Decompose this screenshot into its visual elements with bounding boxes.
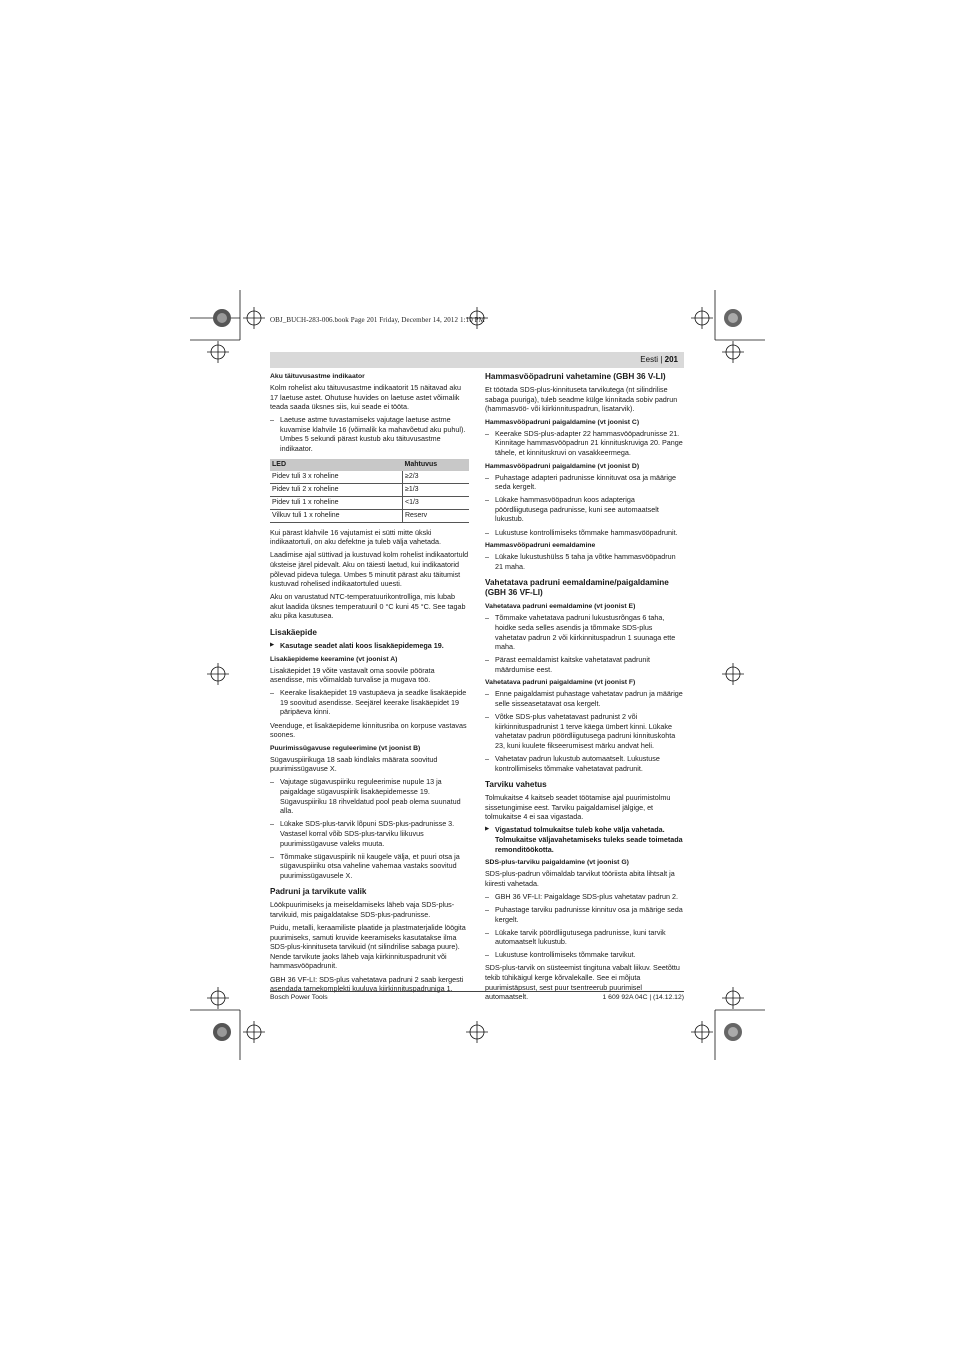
list-item: – Tõmmake sügavuspiirik nii kaugele välja, et puuri otsa ja sügavuspiiriku otsa vaheline vahemaa vastaks soovitud puurimissügavusele X. bbox=[270, 852, 469, 881]
paragraph: Laadimise ajal süttivad ja kustuvad kolm rohelist indikaatortuld üksteise järel pidevalt. Aku on täiesti laetud, kui indikaatorid põlevad pideva tulega. Umbes 5 minutit pärast aku täitumist kustuvad rohelised indikaatortuled uuesti. bbox=[270, 550, 469, 589]
list-item: – Lükake hammasvööpadrun koos adapteriga pöördliigutusega padrunisse, kuni see automaatselt lukustub. bbox=[485, 495, 684, 524]
table-cell: Reserv bbox=[403, 509, 470, 522]
page-header bbox=[270, 352, 684, 368]
heading-battery-indicator: Aku täituvusastme indikaator bbox=[270, 373, 365, 380]
subheading: Hammasvööpadruni paigaldamine (vt joonist D) bbox=[485, 462, 640, 470]
table-header-cell: Mahtuvus bbox=[403, 459, 470, 471]
paragraph: Sügavuspiirikuga 18 saab kindlaks määrata soovitud puurimissügavuse X. bbox=[270, 754, 438, 774]
list-item: – Puhastage adapteri padrunisse kinnituvat osa ja määrige seda kergelt. bbox=[485, 473, 684, 492]
paragraph: Kui pärast klahvile 16 vajutamist ei sütti mitte ükski indikaatortuli, on aku defektne ja tuleb välja vahetada. bbox=[270, 527, 442, 547]
table-cell: <1/3 bbox=[403, 496, 470, 509]
table-cell: Pidev tuli 3 x roheline bbox=[270, 471, 403, 484]
heading-interchangeable-chuck: Vahetatava padruni eemaldamine/paigaldamine (GBH 36 VF-LI) bbox=[485, 578, 669, 598]
warning-item: ▶ Kasutage seadet alati koos lisakäepidemega 19. bbox=[270, 641, 469, 651]
heading-keyed-chuck: Hammasvööpadruni vahetamine (GBH 36 V-LI) bbox=[485, 372, 666, 381]
table-cell: ≥1/3 bbox=[403, 483, 470, 496]
paragraph: Tolmukaitse 4 kaitseb seadet töötamise ajal puurimistolmu sissetungimise eest. Tarviku paigaldamisel jälgige, et tolmukaitse 4 ei saa vigastada. bbox=[485, 793, 671, 822]
table-row bbox=[270, 496, 469, 509]
paragraph: Veenduge, et lisakäepideme kinnitusriba on korpuse vastavas soones. bbox=[270, 720, 467, 740]
list-item: – Vajutage sügavuspiiriku reguleerimise nupule 13 ja paigaldage sügavuspiirik lisakäepidemesse 19. Sügavuspiiriku 18 rihveldatud pool peab olema suunatud alla. bbox=[270, 777, 469, 815]
paragraph: Aku on varustatud NTC-temperatuurikontrolliga, mis lubab akut laadida üksnes temperatuuril 0 °C kuni 45 °C. See tagab aku pika kasutusea. bbox=[270, 592, 466, 621]
paragraph: Löökpuurimiseks ja meiseldamiseks läheb vaja SDS-plus-tarvikuid, mis paigaldatakse SDS-plus-padrunisse. bbox=[270, 900, 455, 919]
list-item: – Enne paigaldamist puhastage vahetatav padrun ja määrige selle sisseasetatavat osa kergelt. bbox=[485, 689, 684, 708]
list-item: – Laetuse astme tuvastamiseks vajutage laetuse astme kuvamise klahvile 16 (võimalik ka mahavõetud aku puhul). Umbes 5 sekundi pärast kustub aku täituvusastme indikaator. bbox=[270, 415, 469, 453]
footer-left: Bosch Power Tools bbox=[270, 994, 328, 1001]
paragraph: Et töötada SDS-plus-kinnituseta tarvikutega (nt silindrilise sabaga puuriga), tuleb seadme külge kinnitada sobiv padrun (hammasvöö- või kiirkinnituspadrun, lisatarvik). bbox=[485, 385, 678, 414]
list-item: – Keerake lisakäepidet 19 vastupäeva ja seadke lisakäepide 19 soovitud asendisse. Seejärel keerake lisakäepidet 19 päripäeva kinni. bbox=[270, 688, 469, 717]
list-item: – Lukustuse kontrollimiseks tõmmake tarvikut. bbox=[485, 950, 684, 960]
table-cell: ≥2/3 bbox=[403, 471, 470, 484]
list-item: – Vahetatav padrun lukustub automaatselt. Lukustuse kontrollimiseks tõmmake vahetatavat padrunit. bbox=[485, 754, 684, 773]
paragraph: GBH 36 VF-LI: SDS-plus vahetatava padruni 2 saab kergesti asendada tarnekomplekti kuuluva kiirkinnituspadruniga 1. bbox=[270, 974, 464, 994]
list-item: – Puhastage tarviku padrunisse kinnituv osa ja määrige seda kergelt. bbox=[485, 905, 684, 924]
footer-right: 1 609 92A 04C | (14.12.12) bbox=[602, 994, 684, 1001]
subheading: Vahetatava padruni eemaldamine (vt joonist E) bbox=[485, 603, 636, 611]
list-item: – Keerake SDS-plus-adapter 22 hammasvööpadrunisse 21. Kinnitage hammasvööpadrun 21 kinnituskruviga 20. Pange tähele, et kinnituskruvi on vasakkeermega. bbox=[485, 429, 684, 458]
list-item: – Lükake lukustushülss 5 taha ja võtke hammasvööpadrun 21 maha. bbox=[485, 552, 684, 571]
header-language: Eesti bbox=[640, 355, 659, 364]
header-separator: | bbox=[660, 355, 663, 364]
page-header-text bbox=[640, 355, 678, 364]
paragraph: SDS-plus-padrun võimaldab tarvikut tööriista abita lihtsalt ja kiiresti vahetada. bbox=[485, 869, 675, 888]
led-capacity-table bbox=[270, 459, 469, 523]
paragraph: SDS-plus-tarvik on süsteemist tingituna vabalt liikuv. Seetõttu tekib tühikäigul kerge kõrvalekalle. See ei mõjuta puurimistäpsust, sest puur tsentreerub puurimisel automaatselt. bbox=[485, 963, 680, 1002]
list-item: – Lükake tarvik pöördliigutusega padrunisse, kuni tarvik automaatselt lukustub. bbox=[485, 928, 684, 947]
heading-chuck-selection: Padruni ja tarvikute valik bbox=[270, 887, 367, 897]
table-cell: Pidev tuli 1 x roheline bbox=[270, 496, 403, 509]
table-row bbox=[270, 471, 469, 484]
heading-auxiliary-handle: Lisakäepide bbox=[270, 628, 317, 637]
heading-tool-change: Tarviku vahetus bbox=[485, 780, 547, 790]
subheading: Lisakäepideme keeramine (vt joonist A) bbox=[270, 655, 398, 663]
list-item: – GBH 36 VF-LI: Paigaldage SDS-plus vahetatav padrun 2. bbox=[485, 892, 684, 902]
table-header-cell: LED bbox=[270, 459, 403, 471]
left-column bbox=[270, 372, 469, 997]
table-cell: Pidev tuli 2 x roheline bbox=[270, 483, 403, 496]
list-item: – Võtke SDS-plus vahetatavast padrunist 2 või kiirkinnituspadrunist 1 terve käega ümbert kinni. Lükake vahetatav padrun pöördliigutusega padruni kinnituskohta 23, kuni kuulete fikseerumisest märku andvat heli. bbox=[485, 712, 684, 750]
list-item: – Tõmmake vahetatava padruni lukustusrõngas 6 taha, hoidke seda selles asendis ja tõmmake SDS-plus vahetatav padrun 2 või kiirkinnituspadrun 1 suunaga ette maha. bbox=[485, 613, 684, 651]
paragraph: Lisakäepidet 19 võite vastavalt oma soovile pöörata asendisse, mis võimaldab turvalise ja mugava töö. bbox=[270, 665, 435, 685]
page-number: 201 bbox=[664, 355, 678, 364]
subheading: SDS-plus-tarviku paigaldamine (vt joonist G) bbox=[485, 859, 629, 867]
table-row bbox=[270, 509, 469, 522]
right-column bbox=[485, 372, 684, 1005]
paragraph: Puidu, metalli, keraamiliste plaatide ja plastmaterjalide löögita puurimiseks, samuti kruvide keeramiseks kasutatakse ilma SDS-plus-kinnituseta tarvikuid (nt silindrilise sabaga puure). Nende tarvikute jaoks läheb vaja kiirkinnituspadrunit või hammasvööpadrunit. bbox=[270, 923, 466, 971]
footer-rule bbox=[270, 991, 684, 992]
list-item: – Lükake SDS-plus-tarvik lõpuni SDS-plus-padrunisse 3. Vastasel korral võib SDS-plus-tarviku liikuvus puurimissügavuse valeks muuta. bbox=[270, 819, 469, 848]
table-row bbox=[270, 483, 469, 496]
print-slug: OBJ_BUCH-283-006.book Page 201 Friday, December 14, 2012 1:10 PM bbox=[270, 316, 485, 324]
subheading: Hammasvööpadruni eemaldamine bbox=[485, 542, 596, 550]
table-header-row bbox=[270, 459, 469, 471]
subheading: Vahetatava padruni paigaldamine (vt joonist F) bbox=[485, 679, 636, 687]
subheading: Puurimissügavuse reguleerimine (vt joonist B) bbox=[270, 744, 421, 752]
list-item: – Pärast eemaldamist kaitske vahetatavat padrunit määrdumise eest. bbox=[485, 655, 684, 674]
paragraph: Kolm rohelist aku täituvusastme indikaatorit 15 näitavad aku 17 laetuse astet. Ohutuse huvides on laetuse astet võimalik teada saada üksnes siis, kui seade ei tööta. bbox=[270, 383, 461, 412]
list-item: – Lukustuse kontrollimiseks tõmmake hammasvööpadrunit. bbox=[485, 528, 684, 538]
subheading: Hammasvööpadruni paigaldamine (vt joonist C) bbox=[485, 418, 640, 426]
warning-item: ▶ Vigastatud tolmukaitse tuleb kohe välja vahetada. Tolmukaitse väljavahetamiseks tuleks seade toimetada remonditöökotta. bbox=[485, 825, 684, 854]
table-cell: Vilkuv tuli 1 x roheline bbox=[270, 509, 403, 522]
